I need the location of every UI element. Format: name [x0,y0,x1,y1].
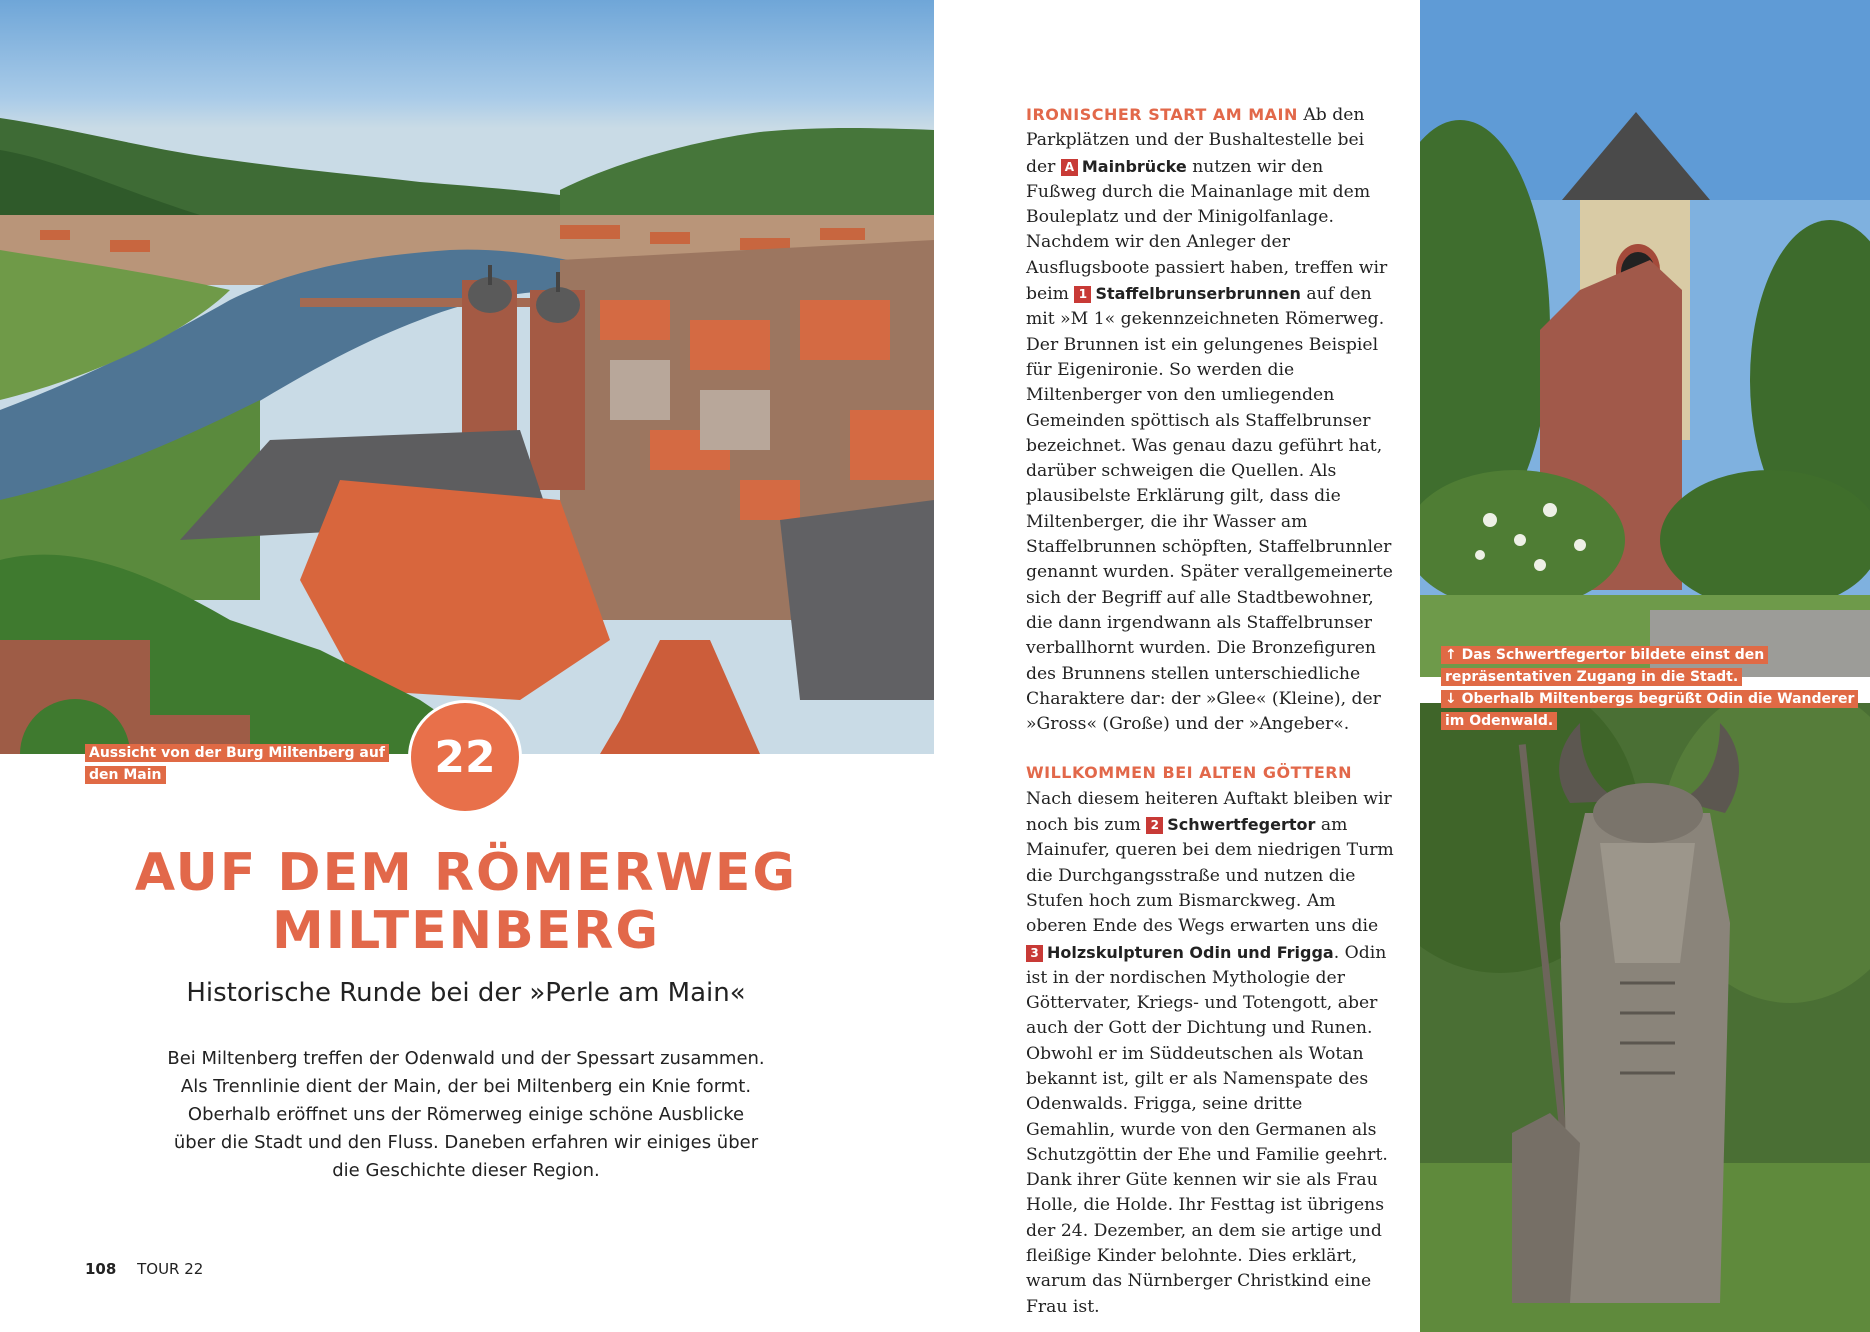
photo-odin-sculpture [1420,703,1870,1332]
tour-title-line1: AUF DEM RÖMERWEG [134,843,798,903]
place-name: Mainbrücke [1081,156,1187,176]
map-marker-2: 2 [1146,817,1163,834]
map-marker-3: 3 [1026,945,1043,962]
page-footer [85,1260,203,1278]
paragraph-ironischer-start: IRONISCHER START AM MAIN Ab den Parkplätzen und der Bushaltestelle bei der A Mainbrücke nutzen wir den Fußweg durch die Mainanlage mit dem Bouleplatz und der Minigolfanlage. Nachdem wir den Anleger der Ausflugsboote passiert haben, treffen wir beim 1 Staffelbrunserbrunnen auf den mit »M 1« gekennzeichneten Römerweg. Der Brunnen ist ein gelungenes Beispiel für Eigenironie. So werden die Miltenberger von den umliegenden Gemeinden spöttisch als Staffelbrunser bezeichnet. Was genau dazu geführt hat, darüber schweigen die Quellen. Als plausibelste Erklärung gilt, dass die Miltenberger, die ihr Wasser am Staffelbrunnen schöpften, Staffelbrunnler genannt wurden. Später verallgemeinerte sich der Begriff auf alle Stadtbewohner, die dann irgendwann als Staffelbrunser verballhornt wurden. Die Bronzefiguren des Brunnens stellen unterschiedliche Charaktere dar: der »Glee« (Kleine), der »Gross« (Große) und der »Angeber«. [1026,105,1393,735]
tour-subtitle: Historische Runde bei der »Perle am Main« [186,978,746,1008]
caption-down: ↓ Oberhalb Miltenbergs begrüßt Odin die Wanderer im Odenwald. [1441,690,1858,730]
tour-intro: Bei Miltenberg treffen der Odenwald und der Spessart zusammen. Als Trennlinie dient der Main, der bei Miltenberg ein Knie formt. Oberhalb eröffnet uns der Römerweg einige schöne Ausblicke über die Stadt und den Fluss. Daneben erfahren wir einiges über die Geschichte dieser Region. [167,1048,765,1181]
arrow-up-icon: ↑ [1445,647,1457,663]
hero-photo-miltenberg [0,0,934,754]
caption-up: ↑ Das Schwertfegertor bildete einst den repräsentativen Zugang in die Stadt. [1441,646,1768,686]
place-name: Schwertfegertor [1167,815,1316,835]
paragraph-willkommen: WILLKOMMEN BEI ALTEN GÖTTERN Nach diesem heiteren Auftakt bleiben wir noch bis zum 2 Schwertfegertor am Mainufer, queren bei dem niedrigen Turm die Durchgangsstraße und nutzen die Stufen hoch zum Bismarckweg. Am oberen Ende des Wegs erwarten uns die 3 Holzskulpturen Odin und Frigga. Odin ist in der nordischen Mythologie der Göttervater, Kriegs- und Totengott, aber auch der Gott der Dichtung und Runen. Obwohl er im Süddeutschen als Wotan bekannt ist, gilt er als Namenspate des Odenwalds. Frigga, seine dritte Gemahlin, wurde von den Germanen als Schutzgöttin der Ehe und Familie geehrt. Dank ihrer Güte kennen wir sie als Frau Holle, die Holde. Ihr Festtag ist übrigens der 24. Dezember, an dem sie artige und fleißige Kinder belohnte. Dies erklärt, warum das Nürnberger Christkind eine Frau ist. [1026,763,1394,1317]
place-name: Holzskulpturen Odin und Frigga [1047,942,1334,962]
tour-number: 22 [434,731,496,783]
arrow-down-icon: ↓ [1445,691,1457,707]
tour-title [120,844,812,960]
place-name: Staffelbrunserbrunnen [1095,284,1301,304]
section-kicker: IRONISCHER START AM MAIN [1026,105,1298,124]
running-head: TOUR 22 [137,1260,204,1278]
photo-captions [1441,644,1861,732]
photo-schwertfegertor [1420,0,1870,677]
article-body [1026,102,1396,1320]
map-marker-a: A [1061,159,1078,176]
page-number: 108 [85,1260,117,1278]
section-kicker: WILLKOMMEN BEI ALTEN GÖTTERN [1026,763,1352,783]
map-marker-1: 1 [1074,286,1091,303]
tour-number-badge [408,700,522,814]
tour-title-line2: MILTENBERG [271,901,660,961]
hero-caption: Aussicht von der Burg Miltenberg auf den Main [85,742,385,786]
